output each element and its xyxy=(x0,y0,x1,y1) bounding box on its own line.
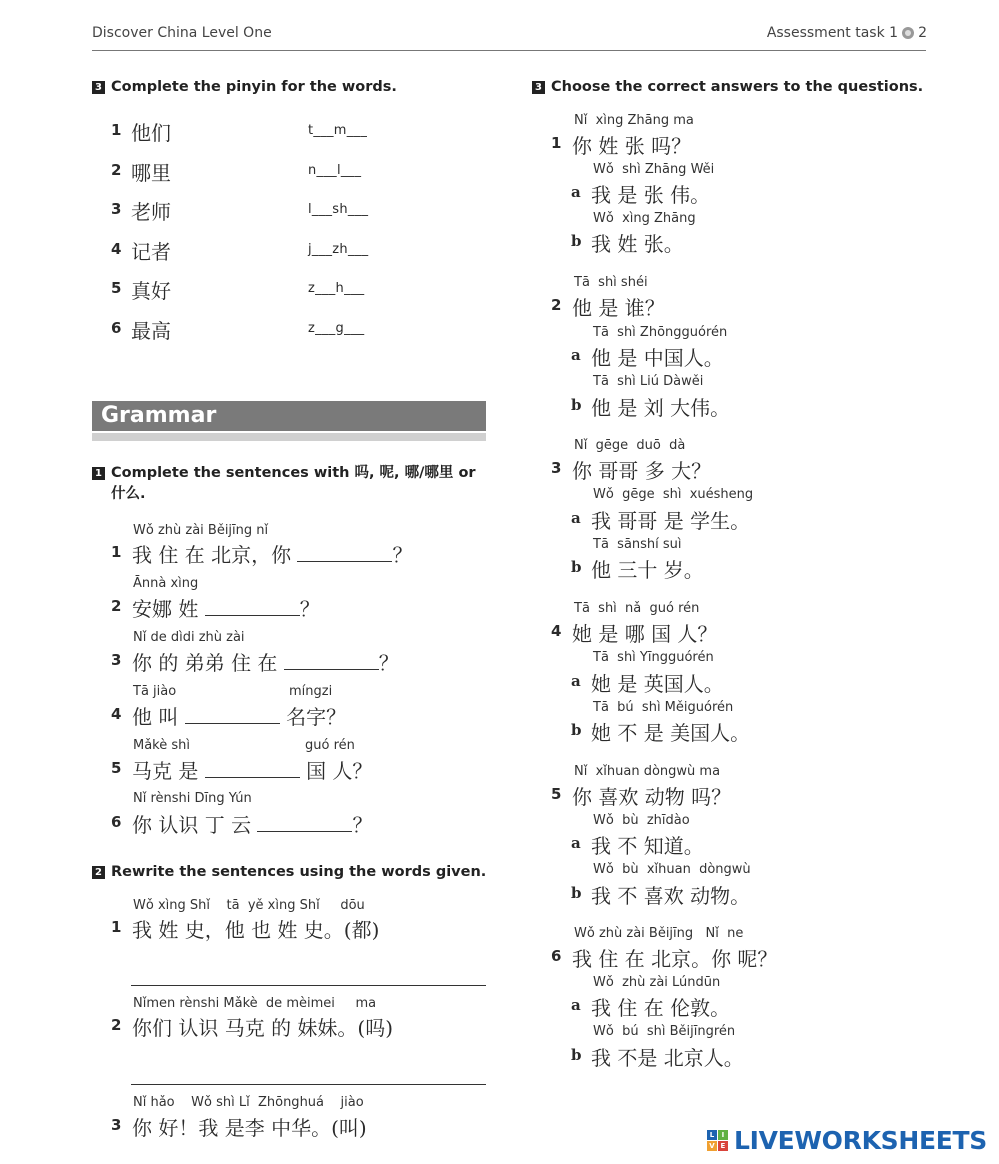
option-a-label[interactable]: a xyxy=(571,509,581,527)
pinyin-blank[interactable]: j___zh___ xyxy=(308,242,369,257)
answer-line[interactable] xyxy=(131,985,486,986)
question-pinyin: Nǐ xǐhuan dòngwù ma xyxy=(574,764,721,779)
option-pinyin: Tā shì Zhōngguórén xyxy=(593,325,728,340)
chinese-sentence: 你 认识 丁 云 ？ xyxy=(132,813,373,837)
grammar-section1-title xyxy=(92,463,482,505)
section-heading: Complete the sentences with 吗, 呢, 哪/哪里 or 什么. xyxy=(111,465,476,502)
chinese-word: 他们 xyxy=(131,121,171,145)
answer-line[interactable] xyxy=(131,1084,486,1085)
question-number: 4 xyxy=(551,622,562,640)
question-chinese: 她 是 哪 国 人？ xyxy=(572,622,718,646)
header-title: Discover China Level One xyxy=(92,25,272,41)
pinyin-row xyxy=(111,315,411,341)
chinese-word: 老师 xyxy=(131,200,171,224)
option-a-chinese[interactable]: 我 不 知道。 xyxy=(591,834,704,858)
question-number: 1 xyxy=(551,134,562,152)
questions-section-title xyxy=(532,77,952,98)
section-number: 3 xyxy=(532,81,545,94)
option-b-label[interactable]: b xyxy=(571,396,582,414)
pinyin-blank[interactable]: t___m___ xyxy=(308,123,368,138)
question-pinyin: Wǒ zhù zài Běijīng Nǐ ne xyxy=(574,926,744,941)
pinyin-row xyxy=(111,236,411,262)
option-a-chinese[interactable]: 他 是 中国人。 xyxy=(591,346,724,370)
option-a-label[interactable]: a xyxy=(571,346,581,364)
option-b-label[interactable]: b xyxy=(571,232,582,250)
item-number: 1 xyxy=(111,543,122,561)
question-pinyin: Tā shì nǎ guó rén xyxy=(574,601,700,616)
option-a-label[interactable]: a xyxy=(571,996,581,1014)
pinyin-blank[interactable]: z___g___ xyxy=(308,321,365,336)
question-chinese: 你 喜欢 动物 吗？ xyxy=(572,785,732,809)
question-number: 3 xyxy=(551,459,562,477)
section-heading: Complete the pinyin for the words. xyxy=(111,79,397,95)
chinese-sentence: 你 的 弟弟 住 在 ？ xyxy=(132,651,399,675)
pinyin-text: Wǒ xìng Shǐ tā yě xìng Shǐ dōu xyxy=(133,898,365,913)
pinyin-text: Ānnà xìng xyxy=(133,576,199,591)
answer-blank[interactable] xyxy=(284,651,379,670)
item-number: 4 xyxy=(111,705,122,723)
section-heading: Choose the correct answers to the questions. xyxy=(551,79,924,95)
chinese-sentence: 他 叫 名字？ xyxy=(132,705,347,729)
question-chinese: 他 是 谁？ xyxy=(572,296,665,320)
question-pinyin: Nǐ xìng Zhāng ma xyxy=(574,113,694,128)
chinese-sentence: 我 住 在 北京，你 ？ xyxy=(132,543,413,567)
logo-icon xyxy=(707,1130,728,1151)
logo-text: LIVEWORKSHEETS xyxy=(733,1125,987,1155)
item-number: 5 xyxy=(111,759,122,777)
option-a-label[interactable]: a xyxy=(571,834,581,852)
option-a-chinese[interactable]: 她 是 英国人。 xyxy=(591,672,724,696)
option-a-label[interactable]: a xyxy=(571,672,581,690)
chinese-word: 真好 xyxy=(131,279,171,303)
option-pinyin: Wǒ bù xǐhuan dòngwù xyxy=(593,862,751,877)
option-b-label[interactable]: b xyxy=(571,884,582,902)
question-chinese: 你 姓 张 吗？ xyxy=(572,134,692,158)
question-number: 2 xyxy=(551,296,562,314)
option-b-chinese[interactable]: 我 姓 张。 xyxy=(591,232,684,256)
option-b-label[interactable]: b xyxy=(571,721,582,739)
pinyin-text: Nǐ rènshi Dīng Yún xyxy=(133,791,252,806)
chinese-sentence: 我 姓 史，他 也 姓 史。(都) xyxy=(132,918,380,942)
item-number: 4 xyxy=(111,240,122,258)
logo-tile: L xyxy=(707,1130,717,1140)
chinese-sentence: 安娜 姓 ？ xyxy=(132,597,320,621)
pinyin-row xyxy=(111,196,411,222)
option-a-chinese[interactable]: 我 住 在 伦敦。 xyxy=(591,996,731,1020)
option-b-chinese[interactable]: 他 是 刘 大伟。 xyxy=(591,396,731,420)
chinese-sentence: 你们 认识 马克 的 妹妹。(吗) xyxy=(132,1016,394,1040)
grammar-section2-title xyxy=(92,862,492,883)
pinyin-row xyxy=(111,157,411,183)
option-pinyin: Tā shì Liú Dàwěi xyxy=(593,374,704,389)
chinese-word: 最高 xyxy=(131,319,171,343)
answer-blank[interactable] xyxy=(205,759,300,778)
option-pinyin: Wǒ zhù zài Lúndūn xyxy=(593,975,721,990)
question-chinese: 你 哥哥 多 大？ xyxy=(572,459,712,483)
option-pinyin: Wǒ shì Zhāng Wěi xyxy=(593,162,715,177)
pinyin-text: Nǐ hǎo Wǒ shì Lǐ Zhōnghuá jiào xyxy=(133,1095,364,1110)
liveworksheets-logo xyxy=(707,1125,987,1155)
item-number: 6 xyxy=(111,319,122,337)
option-pinyin: Wǒ xìng Zhāng xyxy=(593,211,696,226)
question-chinese: 我 住 在 北京。你 呢？ xyxy=(572,947,778,971)
item-number: 3 xyxy=(111,1116,122,1134)
pinyin-text: Nǐmen rènshi Mǎkè de mèimei ma xyxy=(133,996,377,1011)
answer-blank[interactable] xyxy=(185,705,280,724)
option-b-chinese[interactable]: 她 不 是 美国人。 xyxy=(591,721,751,745)
answer-blank[interactable] xyxy=(257,813,352,832)
option-b-label[interactable]: b xyxy=(571,558,582,576)
header-task xyxy=(767,25,927,41)
pinyin-text: Tā jiào xyxy=(133,684,177,699)
item-number: 2 xyxy=(111,1016,122,1034)
option-b-label[interactable]: b xyxy=(571,1046,582,1064)
answer-blank[interactable] xyxy=(297,543,392,562)
option-pinyin: Tā sānshí suì xyxy=(593,537,682,552)
answer-blank[interactable] xyxy=(205,597,300,616)
grammar-banner: Grammar xyxy=(92,401,486,431)
item-number: 6 xyxy=(111,813,122,831)
chinese-word: 哪里 xyxy=(131,161,171,185)
section-number: 3 xyxy=(92,81,105,94)
pinyin-blank[interactable]: l___sh___ xyxy=(308,202,369,217)
pinyin-text: Mǎkè shì xyxy=(133,738,191,753)
page-number: 2 xyxy=(918,25,927,41)
pinyin-blank[interactable]: n___l___ xyxy=(308,163,362,178)
option-a-chinese[interactable]: 我 是 张 伟。 xyxy=(591,183,711,207)
chinese-sentence: 马克 是 国 人？ xyxy=(132,759,373,783)
item-number: 3 xyxy=(111,651,122,669)
question-pinyin: Nǐ gēge duō dà xyxy=(574,438,686,453)
pinyin-text: míngzi xyxy=(289,684,333,699)
option-pinyin: Wǒ gēge shì xuésheng xyxy=(593,487,754,502)
pinyin-blank[interactable]: z___h___ xyxy=(308,281,365,296)
question-number: 6 xyxy=(551,947,562,965)
grammar-banner-shadow xyxy=(92,433,486,441)
pinyin-text: Nǐ de dìdi zhù zài xyxy=(133,630,245,645)
pinyin-section-title xyxy=(92,77,492,98)
option-pinyin: Tā shì Yīngguórén xyxy=(593,650,714,665)
option-a-label[interactable]: a xyxy=(571,183,581,201)
item-number: 2 xyxy=(111,597,122,615)
pinyin-row xyxy=(111,275,411,301)
item-number: 1 xyxy=(111,121,122,139)
option-pinyin: Wǒ bú shì Běijīngrén xyxy=(593,1024,736,1039)
gear-icon xyxy=(902,27,914,39)
option-b-chinese[interactable]: 我 不是 北京人。 xyxy=(591,1046,744,1070)
chinese-word: 记者 xyxy=(131,240,171,264)
logo-tile: V xyxy=(707,1141,717,1151)
question-pinyin: Tā shì shéi xyxy=(574,275,648,290)
header-divider xyxy=(92,50,926,51)
pinyin-row xyxy=(111,117,411,143)
chinese-sentence: 你 好！我 是李 中华。(叫) xyxy=(132,1116,367,1140)
pinyin-text: Wǒ zhù zài Běijīng nǐ xyxy=(133,523,269,538)
logo-tile: E xyxy=(718,1141,728,1151)
section-heading: Rewrite the sentences using the words given. xyxy=(111,864,487,880)
item-number: 2 xyxy=(111,161,122,179)
option-a-chinese[interactable]: 我 哥哥 是 学生。 xyxy=(591,509,751,533)
option-b-chinese[interactable]: 我 不 喜欢 动物。 xyxy=(591,884,751,908)
header-task-label: Assessment task 1 xyxy=(766,25,899,41)
option-pinyin: Tā bú shì Měiguórén xyxy=(593,700,734,715)
section-number: 2 xyxy=(92,866,105,879)
question-number: 5 xyxy=(551,785,562,803)
logo-tile: I xyxy=(718,1130,728,1140)
item-number: 5 xyxy=(111,279,122,297)
pinyin-text: guó rén xyxy=(305,738,355,753)
item-number: 3 xyxy=(111,200,122,218)
section-number: 1 xyxy=(92,467,105,480)
option-pinyin: Wǒ bù zhīdào xyxy=(593,813,690,828)
option-b-chinese[interactable]: 他 三十 岁。 xyxy=(591,558,704,582)
item-number: 1 xyxy=(111,918,122,936)
